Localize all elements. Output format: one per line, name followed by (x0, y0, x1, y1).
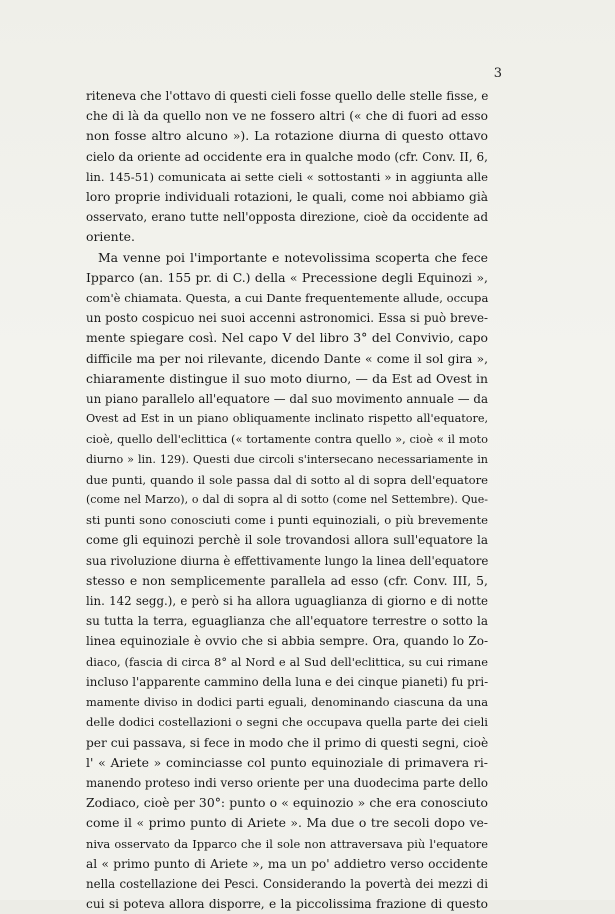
text-line: linea equinoziale è ovvio che si abbia sempre. Ora, quando lo Zo- (86, 634, 488, 649)
text-line: chiaramente distingue il suo moto diurno, — da Est ad Ovest in (86, 370, 488, 386)
text-line: due punti, quando il sole passa dal di sotto al di sopra dell'equatore (86, 472, 488, 487)
text-line: Ma venne poi l'importante e notevolissima scoperta che fece (98, 249, 488, 265)
text-line: mente spiegare così. Nel capo V del libro 3° del Convivio, capo (86, 330, 488, 346)
text-line: niva osservato da Ipparco che il sole non attraversava più l'equatore (86, 836, 488, 851)
text-line: per cui passava, si fece in modo che il primo di questi segni, cioè (86, 735, 489, 750)
text-line: cielo da oriente ad occidente era in qualche modo (cfr. Conv. II, 6, (86, 149, 488, 164)
text-line: loro proprie individuali rotazioni, le quali, come noi abbiamo già (86, 190, 488, 205)
text-line: lin. 142 segg.), e però si ha allora uguaglianza di giorno e di notte (86, 594, 488, 609)
text-line: Ovest ad Est in un piano obliquamente inclinato rispetto all'equatore, (86, 412, 488, 426)
text-line: diaco, (fascia di circa 8° al Nord e al Sud dell'eclittica, su cui rimane (86, 654, 488, 669)
body-text (86, 86, 488, 914)
text-line: cui si poteva allora disporre, e la piccolissima frazione di questo (86, 897, 488, 912)
text-line: un posto cospicuo nei suoi accenni astronomici. Essa si può breve- (86, 311, 488, 326)
text-line: delle dodici costellazioni o segni che occupava quella parte dei cieli (86, 715, 488, 730)
text-line: su tutta la terra, eguaglianza che all'equatore terrestre o sotto la (86, 614, 488, 629)
text-line: nella costellazione dei Pesci. Considerando la povertà dei mezzi di (86, 876, 488, 891)
text-line: Zodiaco, cioè per 30°: punto o « equinozio » che era conosciuto (86, 795, 488, 811)
text-line: stesso e non semplicemente parallela ad esso (cfr. Conv. III, 5, (86, 572, 488, 588)
text-line: l' « Ariete » cominciasse col punto equinoziale di primavera ri- (86, 754, 488, 770)
text-line: incluso l'apparente cammino della luna e dei cinque pianeti) fu pri- (86, 674, 489, 689)
text-line: al « primo punto di Ariete », ma un po' addietro verso occidente (86, 856, 488, 871)
text-line: (come nel Marzo), o dal di sopra al di sotto (come nel Settembre). Que- (86, 493, 488, 507)
page-number: 3 (493, 66, 502, 81)
text-line: com'è chiamata. Questa, a cui Dante frequentemente allude, occupa (86, 291, 489, 306)
text-line: Ipparco (an. 155 pr. di C.) della « Precessione degli Equinozi », (86, 269, 488, 285)
text-line: cioè, quello dell'eclittica (« tortamente contra quello », cioè « il moto (86, 432, 488, 447)
text-line: lin. 145-51) comunicata ai sette cieli « sottostanti » in aggiunta alle (86, 169, 488, 184)
text-line: difficile ma per noi rilevante, dicendo Dante « come il sol gira », (86, 351, 488, 366)
text-line: manendo proteso indi verso oriente per una duodecima parte dello (86, 775, 488, 790)
text-line: osservato, erano tutte nell'opposta direzione, cioè da occidente ad (86, 210, 488, 225)
text-line: oriente. (86, 229, 135, 245)
text-line: sua rivoluzione diurna è effettivamente lungo la linea dell'equatore (86, 553, 489, 568)
text-line: mamente diviso in dodici parti eguali, denominando ciascuna da una (86, 695, 488, 710)
text-line: un piano parallelo all'equatore — dal suo movimento annuale — da (86, 392, 488, 407)
text-line: riteneva che l'ottavo di questi cieli fosse quello delle stelle fisse, e (86, 89, 489, 103)
text-line: diurno » lin. 129). Questi due circoli s'intersecano necessariamente in (86, 452, 488, 466)
text-line: che di là da quello non ve ne fossero altri (« che di fuori ad esso (86, 109, 488, 124)
text-line: come gli equinozi perchè il sole trovandosi allora sull'equatore la (86, 533, 488, 548)
text-line: non fosse altro alcuno »). La rotazione diurna di questo ottavo (86, 128, 488, 144)
text-line: come il « primo punto di Ariete ». Ma due o tre secoli dopo ve- (86, 815, 488, 831)
text-line: sti punti sono conosciuti come i punti equinoziali, o più brevemente (86, 513, 488, 528)
